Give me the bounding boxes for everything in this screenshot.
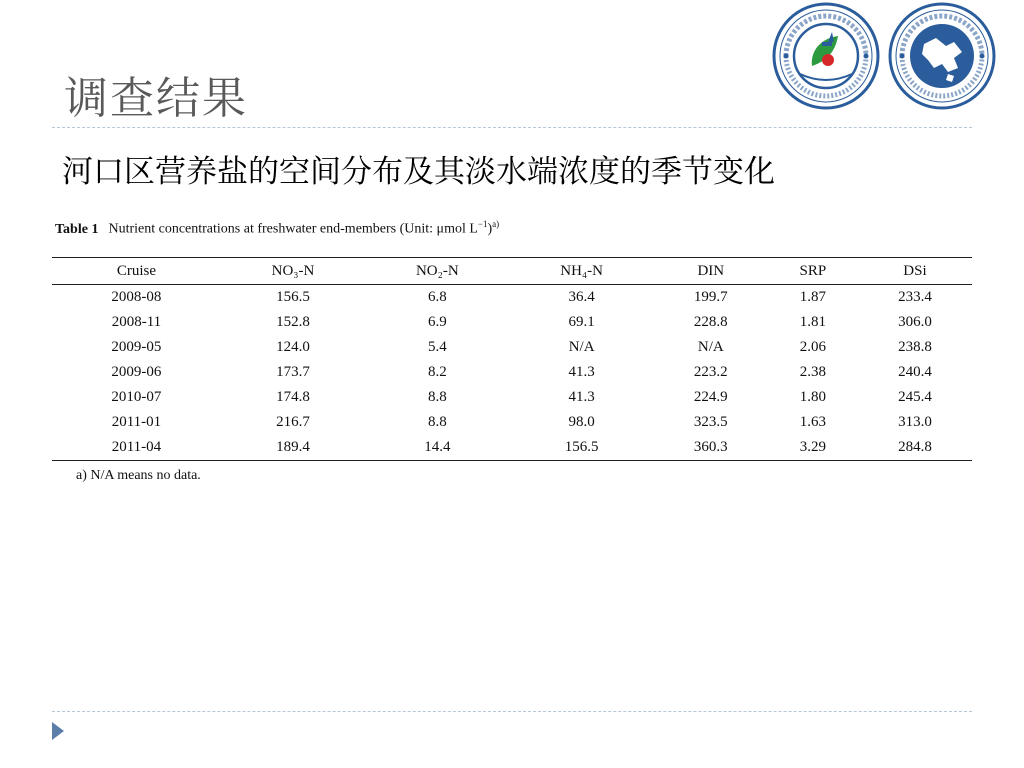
cell-cruise: 2011-04 [52, 435, 221, 461]
cell-nh4: N/A [568, 339, 595, 355]
cell-dsi: 238.8 [898, 339, 932, 355]
slide-title: 调查结果 [64, 73, 248, 124]
cell-din: 223.2 [693, 364, 728, 380]
table-caption-text: Nutrient concentrations at freshwater end-members (Unit: μmol L [108, 221, 478, 237]
cell-dsi: 233.4 [898, 289, 932, 305]
slide-subtitle: 河口区营养盐的空间分布及其淡水端浓度的季节变化 [62, 154, 775, 190]
cell-dsi: 240.4 [898, 364, 932, 380]
table-caption-unit-exponent: −1 [477, 219, 488, 229]
cell-no2: 6.8 [427, 289, 447, 305]
bottom-divider [52, 711, 972, 712]
cell-nh4: 41.3 [568, 389, 595, 405]
nutrient-table [52, 257, 972, 461]
cell-srp: 1.63 [799, 414, 826, 430]
cell-srp: 1.81 [799, 314, 826, 330]
table-row [52, 360, 972, 385]
cell-no2: 14.4 [365, 435, 509, 461]
table-row [52, 435, 972, 461]
table-caption-number: Table 1 [55, 221, 99, 237]
table-caption [55, 219, 499, 238]
cell-din: 228.8 [693, 314, 728, 330]
top-divider [52, 127, 972, 128]
cell-din: 224.9 [693, 389, 728, 405]
cell-no3: 189.4 [221, 435, 365, 461]
cell-srp: 2.38 [799, 364, 826, 380]
cell-nh4: 36.4 [568, 289, 595, 305]
cell-no2: 8.2 [427, 364, 447, 380]
cell-srp: 3.29 [768, 435, 858, 461]
table-header-row [52, 258, 972, 285]
cell-no2: 5.4 [427, 339, 447, 355]
triangle-right-icon [52, 722, 64, 740]
header-no3: NO₃-N [221, 258, 365, 285]
cell-nh4: 69.1 [568, 314, 595, 330]
table-row [52, 385, 972, 410]
institute-seal-logo [888, 2, 996, 110]
cell-din: 323.5 [693, 414, 728, 430]
cell-no3: 216.7 [276, 414, 310, 430]
header-srp: SRP [768, 258, 858, 285]
table-caption-note-mark: a) [492, 219, 500, 229]
header-no2: NO₂-N [365, 258, 509, 285]
cell-cruise: 2009-05 [111, 339, 162, 355]
header-cruise: Cruise [52, 258, 221, 285]
cell-cruise: 2010-07 [111, 389, 162, 405]
cell-no3: 156.5 [276, 289, 310, 305]
cell-no3: 124.0 [276, 339, 310, 355]
cell-cruise: 2009-06 [111, 364, 162, 380]
cell-nh4: 156.5 [509, 435, 653, 461]
table-footnote: a) N/A means no data. [76, 468, 201, 483]
header-nh4: NH₄-N [509, 258, 653, 285]
cell-din: 360.3 [654, 435, 768, 461]
cell-cruise: 2008-08 [111, 289, 162, 305]
cell-srp: 2.06 [799, 339, 826, 355]
table-row [52, 335, 972, 360]
cell-dsi: 284.8 [858, 435, 972, 461]
cell-no2: 8.8 [427, 389, 447, 405]
cell-dsi: 245.4 [898, 389, 932, 405]
cell-srp: 1.87 [799, 289, 826, 305]
cell-no2: 6.9 [427, 314, 447, 330]
table-row [52, 285, 972, 311]
cell-cruise: 2011-01 [111, 414, 162, 430]
cell-no2: 8.8 [427, 414, 447, 430]
cell-nh4: 41.3 [568, 364, 595, 380]
cell-no3: 174.8 [276, 389, 310, 405]
logo-group [772, 2, 998, 112]
header-din: DIN [654, 258, 768, 285]
header-dsi: DSi [858, 258, 972, 285]
table-row [52, 310, 972, 335]
table-caption-close: ) [487, 221, 493, 237]
college-seal-logo [772, 2, 880, 110]
cell-nh4: 98.0 [568, 414, 595, 430]
cell-srp: 1.80 [799, 389, 826, 405]
cell-din: N/A [697, 339, 724, 355]
table-row [52, 410, 972, 435]
cell-dsi: 306.0 [898, 314, 932, 330]
cell-dsi: 313.0 [898, 414, 932, 430]
cell-din: 199.7 [693, 289, 728, 305]
cell-no3: 173.7 [276, 364, 310, 380]
cell-cruise: 2008-11 [111, 314, 162, 330]
cell-no3: 152.8 [276, 314, 310, 330]
